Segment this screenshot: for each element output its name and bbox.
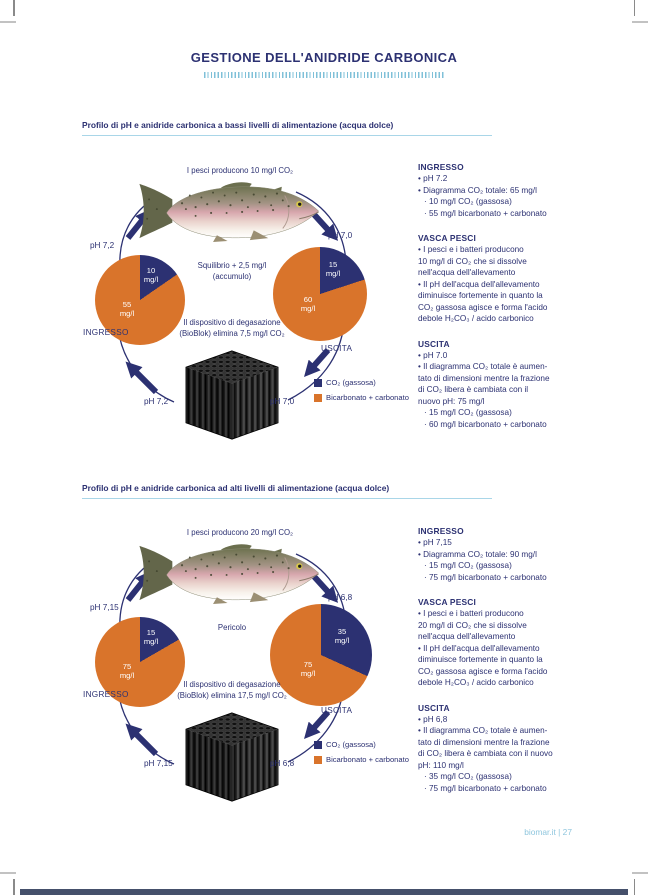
legend-label-co2: CO₂ (gassosa)	[326, 378, 376, 387]
bottom-bar	[20, 889, 628, 895]
crop-mark	[634, 0, 636, 16]
panel-block	[418, 162, 636, 219]
title-hatch-rule	[204, 72, 444, 78]
panel-line: · 60 mg/l bicarbonato + carbonato	[424, 419, 547, 429]
uscita-label: USCITA	[321, 344, 353, 353]
ph-out-top-label: pH 7,0	[328, 231, 353, 240]
panel-line: CO₂ gassosa agisce e forma l'acido	[418, 666, 548, 676]
legend-label-co2: CO₂ (gassosa)	[326, 740, 376, 749]
panel-block	[418, 339, 636, 431]
legend-swatch-carbonate	[314, 756, 322, 764]
ph-out-bottom-label: pH 7,0	[270, 397, 295, 406]
crop-mark	[632, 21, 648, 23]
arrow-degasser-to-in	[134, 370, 156, 392]
panel-line: · 75 mg/l bicarbonato + carbonato	[424, 783, 547, 793]
degasser-note-line: Il dispositivo di degasazione	[183, 318, 281, 327]
uscita-label: USCITA	[321, 706, 353, 715]
pie-carbonate-value: 60 mg/l	[300, 295, 316, 313]
legend-row-co2	[314, 740, 409, 749]
panel-line: nuovo pH: 75 mg/l	[418, 396, 485, 406]
page-title: GESTIONE DELL'ANIDRIDE CARBONICA	[190, 50, 458, 65]
panel-line: • I pesci e i batteri producono	[418, 245, 524, 254]
pie-legend	[314, 740, 409, 770]
trout-fish-illustration	[137, 542, 322, 604]
panel-heading: VASCA PESCI	[418, 233, 477, 243]
crop-mark	[0, 872, 16, 874]
pie-legend	[314, 378, 409, 408]
ph-out-bottom-label: pH 6,8	[270, 759, 295, 768]
panel-line: nell'acqua dell'allevamento	[418, 268, 516, 277]
panel-line: · 10 mg/l CO₂ (gassosa)	[424, 197, 512, 206]
legend-row-carbonate	[314, 755, 409, 764]
legend-row-co2	[314, 378, 409, 387]
panel-block	[418, 233, 636, 325]
arrow-degasser-to-in	[134, 732, 156, 754]
panel-line: diminuisce fortemente in quanto la	[418, 291, 543, 300]
equilibrium-note-line: Squilibrio + 2,5 mg/l	[197, 261, 267, 270]
fish-production-label: I pesci producono 20 mg/l CO₂	[186, 528, 294, 537]
crop-mark	[632, 872, 648, 874]
section-1-header: Profilo di pH e anidride carbonica a bassi livelli di alimentazione (acqua dolce)	[82, 120, 492, 136]
panel-line: • Il diagramma CO₂ totale è aumen-	[418, 362, 548, 371]
section-1	[82, 120, 492, 136]
degasser-note-line: Il dispositivo di degasazione	[183, 680, 281, 689]
panel-line: · 55 mg/l bicarbonato + carbonato	[424, 208, 547, 218]
panel-line: • Il pH dell'acqua dell'allevamento	[418, 279, 540, 289]
panel-line: • Diagramma CO₂ totale: 90 mg/l	[418, 549, 537, 559]
panel-line: debole H₂CO₃ / acido carbonico	[418, 314, 534, 323]
title-block	[0, 50, 648, 78]
fish-production-label: I pesci producono 10 mg/l CO₂	[186, 166, 294, 175]
crop-mark	[0, 21, 16, 23]
info-panel-high-feeding	[418, 526, 636, 808]
degasser-note	[162, 679, 302, 701]
crop-mark	[13, 0, 15, 16]
panel-block	[418, 597, 636, 689]
panel-line: • pH 6,8	[418, 714, 448, 724]
panel-heading: USCITA	[418, 702, 450, 713]
panel-line: 10 mg/l di CO₂ che si dissolve	[418, 256, 527, 266]
pie-co2-gas-value: 35 mg/l	[334, 627, 350, 645]
co2-cycle-diagram-high-feeding	[82, 524, 427, 824]
panel-block	[418, 526, 636, 583]
pie-co2-gas-value: 15 mg/l	[325, 260, 341, 278]
panel-line: · 75 mg/l bicarbonato + carbonato	[424, 572, 547, 582]
danger-note	[174, 622, 290, 633]
legend-swatch-carbonate	[314, 394, 322, 402]
panel-line: di CO₂ libera è cambiata con il	[418, 385, 529, 394]
equilibrium-note-line: (accumulo)	[212, 272, 252, 281]
panel-line: pH: 110 mg/l	[418, 760, 464, 770]
legend-label-carbonate: Bicarbonato + carbonato	[326, 755, 409, 764]
ph-out-top-label: pH 6,8	[328, 593, 353, 602]
panel-line: • pH 7.0	[418, 350, 448, 360]
panel-line: debole H₂CO₃ / acido carbonico	[418, 678, 534, 687]
panel-line: • Diagramma CO₂ totale: 65 mg/l	[418, 185, 537, 195]
panel-heading: INGRESSO	[418, 162, 464, 172]
panel-line: CO₂ gassosa agisce e forma l'acido	[418, 302, 548, 312]
ph-in-bottom-label: pH 7,15	[144, 759, 173, 768]
section-2	[82, 483, 492, 499]
legend-swatch-co2	[314, 379, 322, 387]
panel-line: · 15 mg/l CO₂ (gassosa)	[424, 408, 512, 417]
panel-line: tato di dimensioni mentre la frazione	[418, 737, 550, 747]
ph-in-top-label: pH 7,15	[90, 603, 119, 612]
danger-note-line: Pericolo	[217, 623, 247, 632]
trout-fish-illustration	[137, 180, 322, 242]
panel-line: · 35 mg/l CO₂ (gassosa)	[424, 772, 512, 781]
legend-label-carbonate: Bicarbonato + carbonato	[326, 393, 409, 402]
ingresso-label: INGRESSO	[83, 328, 129, 337]
pie-carbonate-value: 75 mg/l	[119, 662, 135, 680]
crop-mark	[634, 879, 636, 895]
panel-block	[418, 703, 636, 795]
co2-cycle-diagram-low-feeding	[82, 162, 427, 462]
degasser-note	[162, 317, 302, 339]
degasser-note-line: (BioBlok) elimina 7,5 mg/l CO₂	[179, 329, 285, 338]
pie-carbonate-value: 75 mg/l	[300, 660, 316, 678]
legend-row-carbonate	[314, 393, 409, 402]
bioblok-degasser-image	[184, 712, 280, 802]
panel-line: diminuisce fortemente in quanto la	[418, 655, 543, 664]
panel-line: • pH 7.2	[418, 174, 448, 183]
panel-line: • Il diagramma CO₂ totale è aumen-	[418, 726, 548, 735]
equilibrium-note	[174, 260, 290, 282]
panel-heading: VASCA PESCI	[418, 597, 477, 607]
info-panel-low-feeding	[418, 162, 636, 444]
degasser-note-line: (BioBlok) elimina 17,5 mg/l CO₂	[177, 691, 287, 700]
panel-line: 20 mg/l di CO₂ che si dissolve	[418, 620, 527, 630]
section-2-header: Profilo di pH e anidride carbonica ad alti livelli di alimentazione (acqua dolce)	[82, 483, 492, 499]
page-footer: biomar.it | 27	[524, 827, 572, 837]
panel-line: · 15 mg/l CO₂ (gassosa)	[424, 561, 512, 570]
panel-line: • I pesci e i batteri producono	[418, 609, 524, 618]
crop-mark	[13, 879, 15, 895]
ingresso-label: INGRESSO	[83, 690, 129, 699]
panel-line: tato di dimensioni mentre la frazione	[418, 373, 550, 383]
bioblok-degasser-image	[184, 350, 280, 440]
pie-co2-gas-value: 10 mg/l	[143, 266, 159, 284]
pie-co2-gas-value: 15 mg/l	[143, 628, 159, 646]
panel-line: • pH 7,15	[418, 538, 452, 547]
ph-in-top-label: pH 7,2	[90, 241, 115, 250]
pie-carbonate-value: 55 mg/l	[119, 300, 135, 318]
ph-in-bottom-label: pH 7,2	[144, 397, 169, 406]
panel-heading: INGRESSO	[418, 526, 464, 536]
legend-swatch-co2	[314, 741, 322, 749]
panel-heading: USCITA	[418, 338, 450, 349]
panel-line: • Il pH dell'acqua dell'allevamento	[418, 643, 540, 653]
panel-line: nell'acqua dell'allevamento	[418, 632, 516, 641]
panel-line: di CO₂ libera è cambiata con il nuovo	[418, 749, 553, 758]
